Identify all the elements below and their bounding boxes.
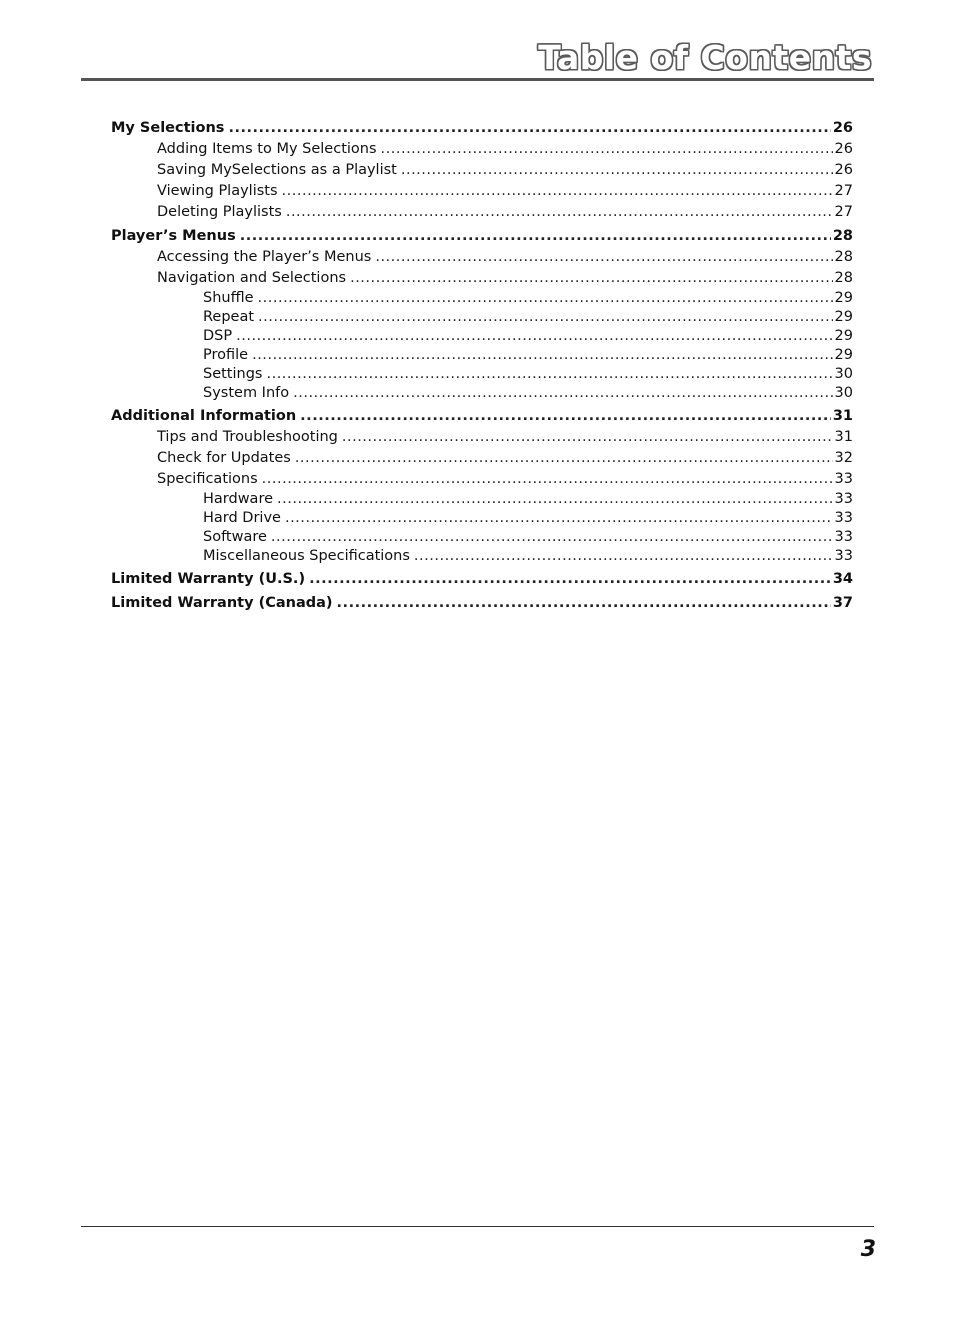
toc-entry-page: 27 — [834, 183, 853, 199]
toc-entry[interactable] — [111, 365, 853, 384]
toc-dot-leader — [282, 181, 833, 202]
toc-entry-page: 33 — [834, 510, 853, 526]
toc-entry[interactable] — [111, 427, 853, 448]
toc-dot-leader — [258, 289, 833, 308]
toc-entry-page: 29 — [834, 328, 853, 344]
toc-entry-label: System Info — [203, 385, 290, 401]
toc-entry-label: Saving MySelections as a Playlist — [157, 162, 397, 178]
toc-entry[interactable] — [111, 181, 853, 202]
toc-dot-leader — [309, 569, 831, 590]
toc-entry-page: 31 — [832, 408, 853, 424]
toc-entry[interactable] — [111, 308, 853, 327]
toc-entry-label: Adding Items to My Selections — [157, 141, 377, 157]
toc-dot-leader — [286, 202, 833, 223]
toc-entry[interactable] — [111, 469, 853, 490]
toc-entry[interactable] — [111, 202, 853, 223]
toc-entry-page: 31 — [834, 429, 853, 445]
toc-entry-page: 27 — [834, 204, 853, 220]
toc-entry-page: 29 — [834, 309, 853, 325]
toc-entry-page: 28 — [834, 249, 853, 265]
toc-entry-page: 33 — [834, 548, 853, 564]
toc-dot-leader — [228, 118, 830, 139]
page-title: Table of Contents — [538, 38, 872, 77]
toc-dot-leader — [285, 509, 833, 528]
toc-entry-page: 29 — [834, 347, 853, 363]
toc-entry-label: Deleting Playlists — [157, 204, 282, 220]
toc-dot-leader — [240, 226, 831, 247]
toc-dot-leader — [293, 384, 832, 403]
toc-entry-label: DSP — [203, 328, 233, 344]
toc-dot-leader — [236, 327, 832, 346]
toc-entry-page: 26 — [834, 141, 853, 157]
toc-entry-label: Player’s Menus — [111, 228, 236, 244]
toc-dot-leader — [277, 490, 833, 509]
toc-entry-label: Repeat — [203, 309, 255, 325]
toc-entry-label: Specifications — [157, 471, 258, 487]
toc-entry-label: My Selections — [111, 120, 225, 136]
toc-entry-label: Accessing the Player’s Menus — [157, 249, 372, 265]
toc-dot-leader — [258, 308, 833, 327]
toc-entry[interactable] — [111, 384, 853, 403]
toc-dot-leader — [252, 346, 832, 365]
toc-entry-label: Viewing Playlists — [157, 183, 278, 199]
toc-entry-label: Miscellaneous Specifications — [203, 548, 410, 564]
toc-entry[interactable] — [111, 118, 853, 139]
toc-entry-label: Check for Updates — [157, 450, 291, 466]
toc-entry-label: Software — [203, 529, 267, 545]
toc-dot-leader — [414, 547, 833, 566]
toc-dot-leader — [381, 139, 833, 160]
toc-entry[interactable] — [111, 406, 853, 427]
toc-entry-label: Shuffle — [203, 290, 254, 306]
toc-entry[interactable] — [111, 268, 853, 289]
toc-entry-label: Tips and Troubleshooting — [157, 429, 338, 445]
toc-entry[interactable] — [111, 528, 853, 547]
toc-entry[interactable] — [111, 490, 853, 509]
toc-entry[interactable] — [111, 509, 853, 528]
toc-entry-label: Limited Warranty (Canada) — [111, 595, 333, 611]
footer-divider — [81, 1226, 874, 1227]
toc-dot-leader — [375, 247, 832, 268]
table-of-contents — [111, 118, 853, 614]
toc-entry-label: Settings — [203, 366, 263, 382]
toc-dot-leader — [350, 268, 832, 289]
toc-entry-page: 33 — [834, 471, 853, 487]
page-number: 3 — [860, 1237, 876, 1262]
toc-entry-page: 34 — [832, 571, 853, 587]
toc-entry-page: 30 — [834, 385, 853, 401]
toc-entry-page: 26 — [832, 120, 853, 136]
toc-entry[interactable] — [111, 289, 853, 308]
toc-entry-page: 37 — [832, 595, 853, 611]
toc-entry-label: Additional Information — [111, 408, 297, 424]
toc-entry-page: 33 — [834, 529, 853, 545]
toc-entry[interactable] — [111, 226, 853, 247]
toc-entry-label: Profile — [203, 347, 249, 363]
toc-entry-label: Hard Drive — [203, 510, 281, 526]
toc-dot-leader — [262, 469, 833, 490]
toc-entry[interactable] — [111, 569, 853, 590]
toc-entry-page: 33 — [834, 491, 853, 507]
toc-dot-leader — [266, 365, 832, 384]
toc-entry[interactable] — [111, 547, 853, 566]
toc-entry-label: Hardware — [203, 491, 274, 507]
toc-entry[interactable] — [111, 247, 853, 268]
toc-entry[interactable] — [111, 139, 853, 160]
toc-entry-page: 26 — [834, 162, 853, 178]
toc-dot-leader — [271, 528, 833, 547]
toc-entry-page: 28 — [834, 270, 853, 286]
toc-entry[interactable] — [111, 593, 853, 614]
toc-dot-leader — [300, 406, 831, 427]
toc-dot-leader — [337, 593, 831, 614]
toc-entry-label: Limited Warranty (U.S.) — [111, 571, 306, 587]
toc-entry-page: 32 — [834, 450, 853, 466]
toc-entry[interactable] — [111, 448, 853, 469]
toc-entry-page: 29 — [834, 290, 853, 306]
toc-dot-leader — [342, 427, 833, 448]
toc-entry[interactable] — [111, 346, 853, 365]
toc-dot-leader — [295, 448, 833, 469]
title-divider — [81, 78, 874, 81]
toc-entry-page: 28 — [832, 228, 853, 244]
toc-entry-page: 30 — [834, 366, 853, 382]
toc-entry-label: Navigation and Selections — [157, 270, 347, 286]
toc-entry[interactable] — [111, 327, 853, 346]
toc-entry[interactable] — [111, 160, 853, 181]
toc-dot-leader — [401, 160, 833, 181]
